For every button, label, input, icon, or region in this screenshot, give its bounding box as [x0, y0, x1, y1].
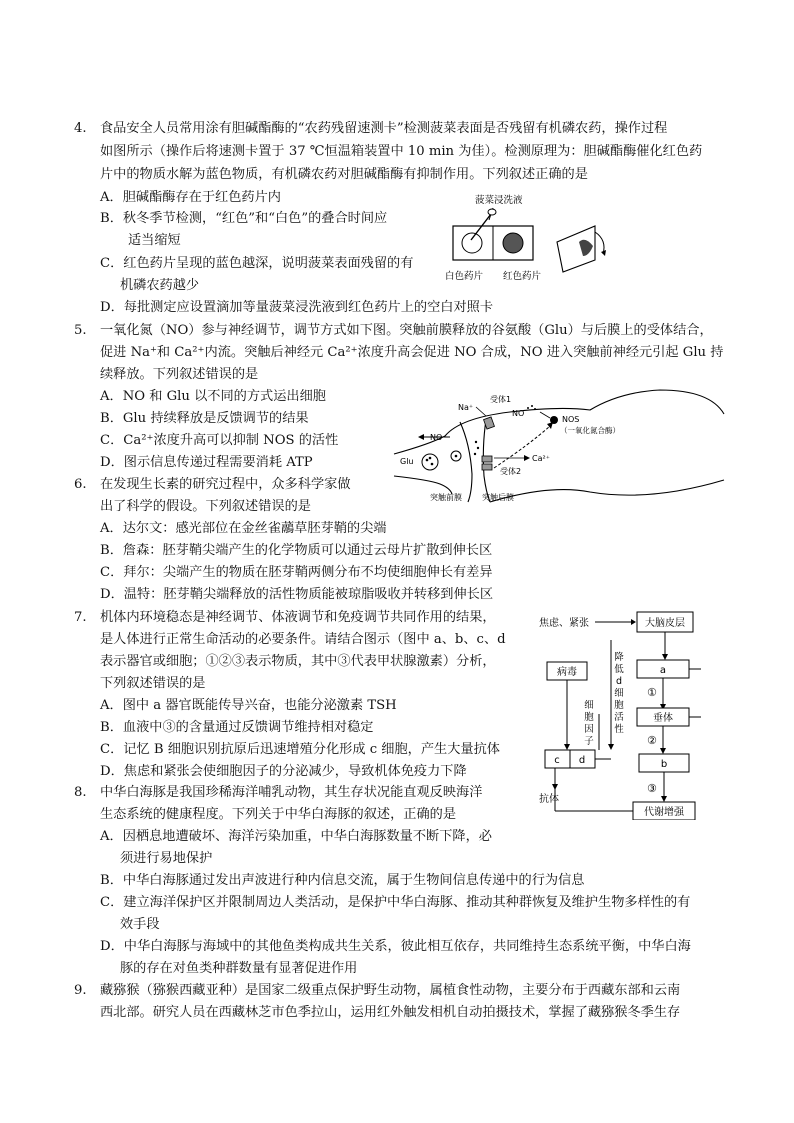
q7-option-a: A．图中 a 器官既能传导兴奋，也能分泌激素 TSH	[100, 698, 397, 713]
q8-option-a-cont: 须进行易地保护	[120, 851, 213, 866]
cortex-label: 大脑皮层	[645, 618, 685, 629]
cytokine-char: 细	[584, 700, 594, 711]
q7-stem-line: 机体内环境稳态是神经调节、体液调节和免疫调节共同作用的结果，	[100, 610, 496, 625]
white-tablet	[462, 233, 482, 253]
q5-stem-line: 一氧化氮（NO）参与神经调节，调节方式如下图。突触前膜释放的谷氨酸（Glu）与后膜上的受体结合，	[100, 323, 713, 338]
q6-option-b: B．詹森：胚芽鞘尖端产生的化学物质可以通过云母片扩散到伸长区	[100, 543, 493, 558]
spinach-liquid-label: 菠菜浸洗液	[475, 195, 523, 206]
vesicle	[422, 454, 438, 470]
organ-b-label: b	[660, 759, 668, 770]
postsynaptic-outline-bottom	[490, 480, 724, 502]
q8-stem-line: 中华白海豚是我国珍稀海洋哺乳动物，其生存状况能直观反映海洋	[100, 785, 483, 800]
q8-stem-line: 生态系统的健康程度。下列关于中华白海豚的叙述，正确的是	[100, 807, 457, 822]
receptor2-label: 受体2	[500, 467, 522, 476]
lower-char: 细	[614, 688, 624, 699]
q4-stem-line: 片中的物质水解为蓝色物质，有机磷农药对胆碱酯酶有抑制作用。下列叙述正确的是	[100, 167, 588, 182]
anxiety-label: 焦虑、紧张	[539, 618, 589, 629]
material-3: ③	[647, 782, 657, 795]
ca-influx-arrowhead	[524, 455, 530, 461]
metabolism-label: 代谢增强	[644, 807, 684, 818]
no-label-pre: NO	[430, 433, 443, 442]
b-to-metab-head	[661, 796, 667, 802]
glu-dot	[429, 457, 432, 460]
q7-stem-line: 是人体进行正常生命活动的必要条件。请结合图示（图中 a、b、c、d	[100, 632, 506, 647]
no-synthesis-pointer	[540, 412, 550, 418]
glu-dot	[426, 459, 429, 462]
q8-option-c: C．建立海洋保护区并限制周边人类活动，是保护中华白海豚、推动其种群恢复及维护生物多样性的有	[100, 895, 691, 910]
q5-synapse-figure	[390, 384, 730, 506]
q7-option-b: B．血液中③的含量通过反馈调节维持相对稳定	[100, 720, 374, 735]
cleft-glu	[477, 447, 479, 449]
q4-option-b: B．秋冬季节检测，“红色”和“白色”的叠合时间应	[100, 211, 388, 226]
q6-stem-line: 出了科学的假设。下列叙述错误的是	[100, 499, 311, 514]
glu-dot	[431, 463, 434, 466]
antibody-label: 抗体	[539, 794, 559, 805]
dropper-bulb	[488, 209, 496, 215]
no-dot	[534, 408, 536, 410]
organ-a-label: a	[659, 665, 667, 676]
nos-full-label: （一氧化氮合酶）	[560, 426, 620, 435]
receptor-2	[482, 456, 492, 462]
q4-stem-line: 食品安全人员常用涂有胆碱酯酶的“农药残留速测卡”检测菠菜表面是否残留有机磷农药，操作过程	[100, 121, 668, 136]
cortex-to-a-head	[662, 654, 668, 660]
q8-option-d: D．中华白海豚与海域中的其他鱼类构成共生关系，彼此相互依存，共同维持生态系统平衡，中华白海	[100, 939, 691, 954]
q5-stem-line: 促进 Na⁺和 Ca²⁺内流。突触后神经元 Ca²⁺浓度升高会促进 NO 合成，NO 进入突触前神经元引起 Glu 持	[100, 345, 724, 360]
q8-option-b: B．中华白海豚通过发出声波进行种内信息交流，属于生物间信息传递中的行为信息	[100, 873, 585, 888]
anxiety-arrowhead	[631, 619, 636, 625]
q7-number: 7.	[74, 610, 87, 625]
presynaptic-outline-bottom	[394, 476, 452, 494]
glu-dot	[455, 455, 458, 458]
pituitary-to-b-head	[660, 748, 666, 754]
cell-d-label: d	[578, 755, 586, 766]
q8-option-d-cont: 豚的存在对鱼类种群数量有显著促进作用	[120, 961, 358, 976]
q6-option-d: D．温特：胚芽鞘尖端释放的活性物质能被琼脂吸收并转移到伸长区	[100, 587, 494, 602]
cell-c-label: c	[554, 755, 560, 766]
q4-option-d: D．每批测定应设置滴加等量菠菜浸洗液到红色药片上的空白对照卡	[100, 300, 494, 315]
lower-char: d	[615, 676, 623, 687]
cytokine-label	[584, 700, 594, 747]
cytokine-char: 因	[584, 724, 594, 735]
q4-option-b-cont: 适当缩短	[128, 233, 181, 248]
q7-stem-line: 表示器官或细胞；①②③表示物质，其中③代表甲状腺激素）分析，	[100, 654, 496, 669]
lower-char: 性	[614, 724, 624, 735]
no-label-post: NO	[512, 409, 525, 418]
virus-label: 病毒	[557, 667, 577, 678]
q7-option-c: C．记忆 B 细胞识别抗原后迅速增殖分化形成 c 细胞，产生大量抗体	[100, 742, 500, 757]
receptor-2b	[482, 464, 492, 470]
q4-option-c: C．红色药片呈现的蓝色越深，说明菠菜表面残留的有	[100, 256, 414, 271]
nos-label: NOS	[562, 415, 580, 424]
q4-test-card-figure	[445, 190, 635, 290]
material-2: ②	[647, 734, 657, 747]
lower-d-activity-label	[614, 651, 624, 735]
post-membrane-label: 突触后膜	[482, 493, 514, 502]
glu-label: Glu	[400, 457, 414, 466]
q9-stem-line: 藏猕猴（猕猴西藏亚种）是国家二级重点保护野生动物，属植食性动物，主要分布于西藏东部和云南	[100, 983, 681, 998]
cytokine-char: 胞	[584, 712, 594, 723]
q4-option-a: A．胆碱酯酶存在于红色药片内	[100, 190, 281, 205]
white-tablet-label: 白色药片	[445, 271, 484, 282]
q9-stem-line: 西北部。研究人员在西藏林芝市色季拉山，运用红外触发相机自动拍摄技术，掌握了藏猕猴冬季生存	[100, 1005, 681, 1020]
cleft-glu	[475, 441, 477, 443]
lower-d-arrowhead	[608, 744, 614, 750]
q7-regulation-figure	[535, 610, 735, 820]
q8-option-a: A．因栖息地遭破坏、海洋污染加重，中华白海豚数量不断下降，必	[100, 829, 492, 844]
q8-number: 8.	[74, 785, 87, 800]
postsynaptic-outline-top	[394, 390, 724, 454]
red-tablet-label: 红色药片	[503, 271, 542, 282]
no-dot	[527, 407, 529, 409]
q8-option-c-cont: 效手段	[120, 917, 160, 932]
q7-option-d: D．焦虑和紧张会使细胞因子的分泌减少，导致机体免疫力下降	[100, 764, 467, 779]
na-label: Na⁺	[458, 403, 474, 412]
presynaptic-membrane	[460, 422, 472, 502]
q9-number: 9.	[74, 983, 87, 998]
q6-number: 6.	[74, 477, 87, 492]
pituitary-label: 垂体	[653, 713, 673, 724]
q6-option-a: A．达尔文：感光部位在金丝雀虉草胚芽鞘的尖端	[100, 521, 387, 536]
lower-char: 胞	[614, 700, 624, 711]
q5-option-d: D．图示信息传递过程需要消耗 ATP	[100, 455, 313, 470]
q6-option-c: C．拜尔：尖端产生的物质在胚芽鞘两侧分布不均使细胞伸长有差异	[100, 565, 493, 580]
no-dot	[531, 405, 533, 407]
cytokine-char: 子	[584, 736, 594, 747]
virus-arrowhead	[564, 744, 570, 750]
lower-char: 降	[614, 652, 624, 663]
no-arrowhead-pre	[418, 434, 424, 440]
q4-number: 4.	[74, 121, 87, 136]
q5-number: 5.	[74, 323, 87, 338]
c-to-antibody-head	[552, 784, 558, 790]
na-pointer	[476, 407, 486, 416]
cleft-glu	[474, 453, 476, 455]
q6-stem-line: 在发现生长素的研究过程中，众多科学家做	[100, 477, 351, 492]
q5-option-b: B．Glu 持续释放是反馈调节的结果	[100, 411, 309, 426]
pre-membrane-label: 突触前膜	[430, 493, 462, 502]
q5-stem-line: 续释放。下列叙述错误的是	[100, 367, 259, 382]
receptor1-label: 受体1	[490, 395, 512, 404]
q4-option-c-cont: 机磷农药越少	[120, 278, 200, 293]
material-1: ①	[647, 686, 657, 699]
q5-option-a: A．NO 和 Glu 以不同的方式运出细胞	[100, 389, 326, 404]
red-tablet	[503, 233, 523, 253]
q7-stem-line: 下列叙述错误的是	[100, 676, 206, 691]
ca-label: Ca²⁺	[532, 454, 550, 463]
q4-stem-line: 如图所示（操作后将速测卡置于 37 ℃恒温箱装置中 10 min 为佳）。检测原理为：胆碱酯酶催化红色药	[100, 144, 703, 159]
fold-arrow	[595, 232, 604, 254]
lower-char: 活	[614, 712, 624, 723]
q5-option-c: C．Ca²⁺浓度升高可以抑制 NOS 的活性	[100, 433, 339, 448]
lower-char: 低	[614, 664, 624, 675]
